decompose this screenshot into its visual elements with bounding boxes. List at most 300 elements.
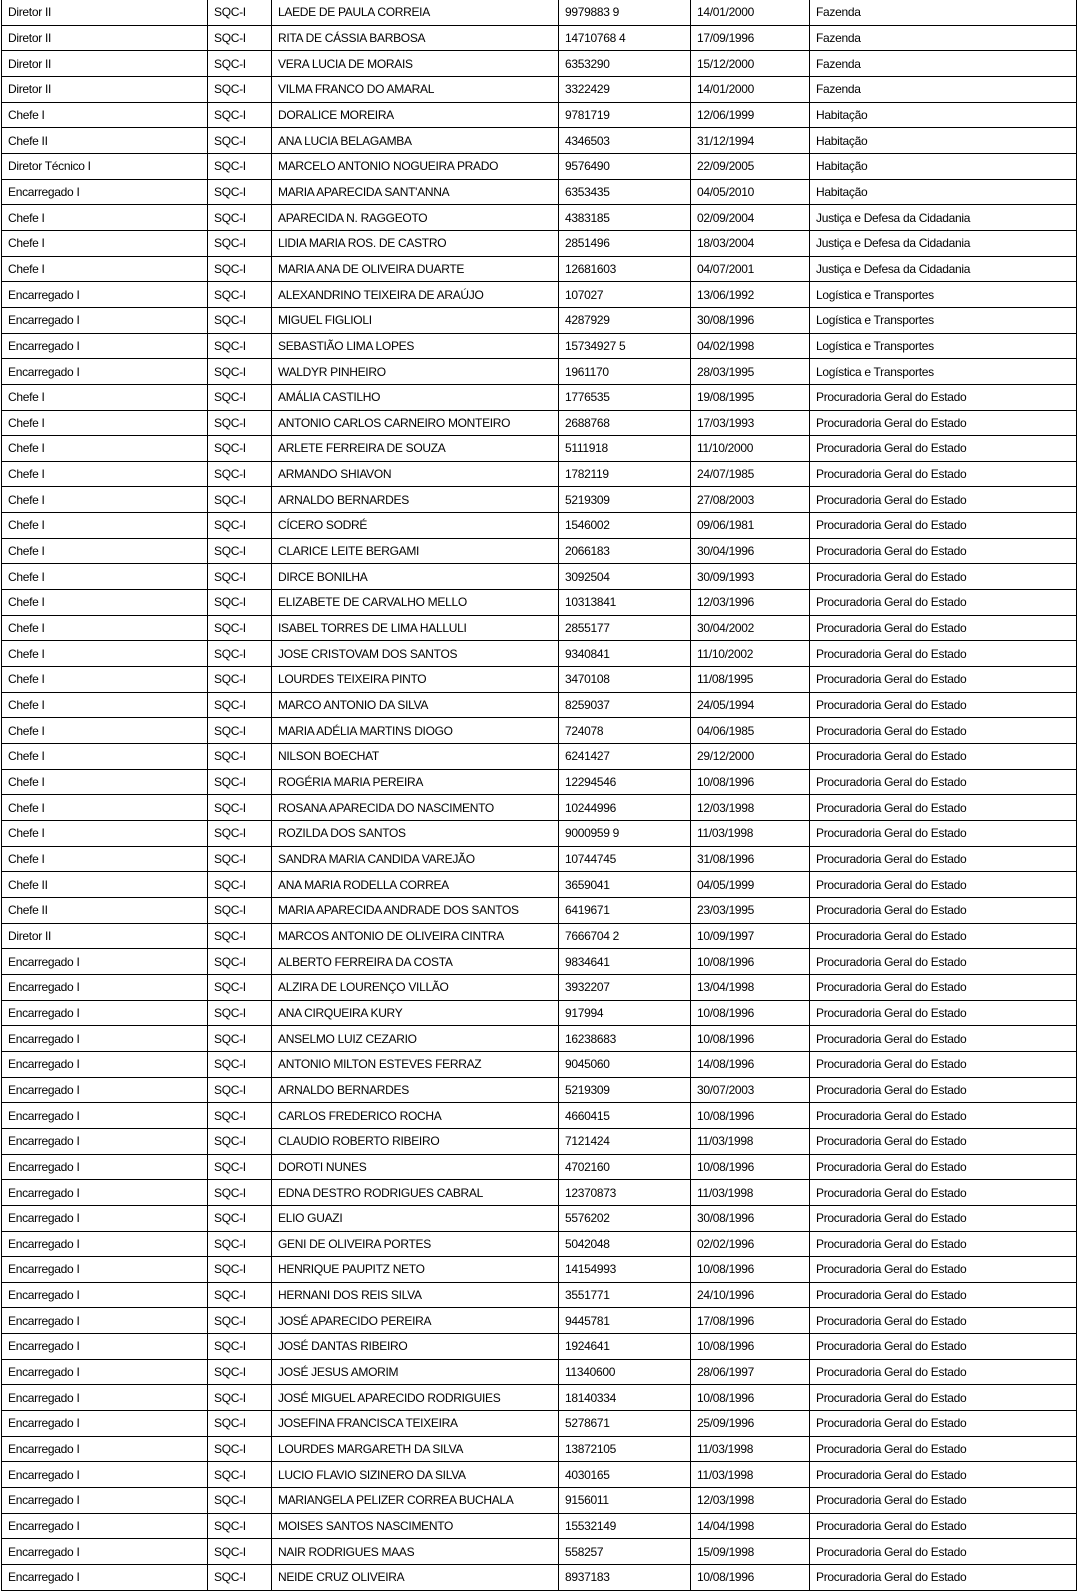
orgao-cell: Habitação <box>810 102 1077 128</box>
quadro-cell: SQC-I <box>208 641 272 667</box>
rg-cell: 5111918 <box>559 436 691 462</box>
data-cell: 11/03/1998 <box>691 1436 810 1462</box>
rg-cell: 4287929 <box>559 307 691 333</box>
orgao-cell: Logística e Transportes <box>810 282 1077 308</box>
table-row <box>2 1128 1077 1154</box>
nome-cell: MARIA ADÉLIA MARTINS DIOGO <box>272 718 559 744</box>
orgao-cell: Procuradoria Geral do Estado <box>810 590 1077 616</box>
quadro-cell: SQC-I <box>208 1359 272 1385</box>
nome-cell: HERNANI DOS REIS SILVA <box>272 1282 559 1308</box>
cargo-cell: Diretor II <box>2 51 208 77</box>
table-row <box>2 1411 1077 1437</box>
table-row <box>2 384 1077 410</box>
quadro-cell: SQC-I <box>208 307 272 333</box>
orgao-cell: Procuradoria Geral do Estado <box>810 846 1077 872</box>
rg-cell: 2688768 <box>559 410 691 436</box>
cargo-cell: Encarregado I <box>2 179 208 205</box>
orgao-cell: Procuradoria Geral do Estado <box>810 974 1077 1000</box>
nome-cell: VILMA FRANCO DO AMARAL <box>272 76 559 102</box>
cargo-cell: Chefe II <box>2 872 208 898</box>
orgao-cell: Justiça e Defesa da Cidadania <box>810 205 1077 231</box>
rg-cell: 558257 <box>559 1539 691 1565</box>
cargo-cell: Encarregado I <box>2 1231 208 1257</box>
orgao-cell: Procuradoria Geral do Estado <box>810 538 1077 564</box>
nome-cell: ROGÉRIA MARIA PEREIRA <box>272 769 559 795</box>
nome-cell: ELIZABETE DE CARVALHO MELLO <box>272 590 559 616</box>
data-cell: 30/04/2002 <box>691 615 810 641</box>
data-cell: 04/05/2010 <box>691 179 810 205</box>
rg-cell: 16238683 <box>559 1026 691 1052</box>
quadro-cell: SQC-I <box>208 51 272 77</box>
rg-cell: 8259037 <box>559 692 691 718</box>
table-row <box>2 641 1077 667</box>
nome-cell: CLAUDIO ROBERTO RIBEIRO <box>272 1128 559 1154</box>
orgao-cell: Logística e Transportes <box>810 307 1077 333</box>
table-row <box>2 1385 1077 1411</box>
nome-cell: JOSE CRISTOVAM DOS SANTOS <box>272 641 559 667</box>
quadro-cell: SQC-I <box>208 230 272 256</box>
quadro-cell: SQC-I <box>208 872 272 898</box>
cargo-cell: Chefe I <box>2 692 208 718</box>
orgao-cell: Procuradoria Geral do Estado <box>810 1128 1077 1154</box>
data-cell: 30/08/1996 <box>691 1205 810 1231</box>
rg-cell: 10244996 <box>559 795 691 821</box>
orgao-cell: Procuradoria Geral do Estado <box>810 487 1077 513</box>
quadro-cell: SQC-I <box>208 1128 272 1154</box>
data-cell: 30/07/2003 <box>691 1077 810 1103</box>
orgao-cell: Habitação <box>810 153 1077 179</box>
data-cell: 11/10/2000 <box>691 436 810 462</box>
table-row <box>2 410 1077 436</box>
quadro-cell: SQC-I <box>208 923 272 949</box>
quadro-cell: SQC-I <box>208 897 272 923</box>
orgao-cell: Procuradoria Geral do Estado <box>810 1411 1077 1437</box>
nome-cell: HENRIQUE PAUPITZ NETO <box>272 1257 559 1283</box>
rg-cell: 14154993 <box>559 1257 691 1283</box>
orgao-cell: Justiça e Defesa da Cidadania <box>810 256 1077 282</box>
orgao-cell: Procuradoria Geral do Estado <box>810 821 1077 847</box>
table-row <box>2 1488 1077 1514</box>
cargo-cell: Encarregado I <box>2 1103 208 1129</box>
quadro-cell: SQC-I <box>208 1154 272 1180</box>
rg-cell: 4660415 <box>559 1103 691 1129</box>
quadro-cell: SQC-I <box>208 1051 272 1077</box>
rg-cell: 3551771 <box>559 1282 691 1308</box>
orgao-cell: Procuradoria Geral do Estado <box>810 564 1077 590</box>
orgao-cell: Procuradoria Geral do Estado <box>810 1359 1077 1385</box>
data-cell: 17/08/1996 <box>691 1308 810 1334</box>
nome-cell: NAIR RODRIGUES MAAS <box>272 1539 559 1565</box>
quadro-cell: SQC-I <box>208 667 272 693</box>
rg-cell: 9045060 <box>559 1051 691 1077</box>
table-row <box>2 821 1077 847</box>
cargo-cell: Chefe I <box>2 769 208 795</box>
quadro-cell: SQC-I <box>208 128 272 154</box>
rg-cell: 9781719 <box>559 102 691 128</box>
data-cell: 10/08/1996 <box>691 1334 810 1360</box>
table-row <box>2 564 1077 590</box>
data-cell: 02/09/2004 <box>691 205 810 231</box>
rg-cell: 5219309 <box>559 1077 691 1103</box>
quadro-cell: SQC-I <box>208 333 272 359</box>
table-row <box>2 1462 1077 1488</box>
nome-cell: JOSÉ MIGUEL APARECIDO RODRIGUIES <box>272 1385 559 1411</box>
cargo-cell: Chefe I <box>2 615 208 641</box>
cargo-cell: Diretor II <box>2 25 208 51</box>
nome-cell: MARIA ANA DE OLIVEIRA DUARTE <box>272 256 559 282</box>
rg-cell: 6353435 <box>559 179 691 205</box>
data-cell: 10/08/1996 <box>691 769 810 795</box>
data-cell: 24/05/1994 <box>691 692 810 718</box>
nome-cell: DOROTI NUNES <box>272 1154 559 1180</box>
nome-cell: ELIO GUAZI <box>272 1205 559 1231</box>
rg-cell: 3932207 <box>559 974 691 1000</box>
quadro-cell: SQC-I <box>208 1488 272 1514</box>
cargo-cell: Chefe I <box>2 461 208 487</box>
data-cell: 31/12/1994 <box>691 128 810 154</box>
rg-cell: 6241427 <box>559 744 691 770</box>
cargo-cell: Diretor II <box>2 0 208 25</box>
nome-cell: ALZIRA DE LOURENÇO VILLÃO <box>272 974 559 1000</box>
quadro-cell: SQC-I <box>208 538 272 564</box>
nome-cell: AMÁLIA CASTILHO <box>272 384 559 410</box>
quadro-cell: SQC-I <box>208 1385 272 1411</box>
orgao-cell: Procuradoria Geral do Estado <box>810 1513 1077 1539</box>
orgao-cell: Habitação <box>810 128 1077 154</box>
nome-cell: JOSÉ JESUS AMORIM <box>272 1359 559 1385</box>
table-row <box>2 436 1077 462</box>
rg-cell: 10744745 <box>559 846 691 872</box>
quadro-cell: SQC-I <box>208 153 272 179</box>
data-cell: 10/08/1996 <box>691 1103 810 1129</box>
table-row <box>2 718 1077 744</box>
nome-cell: ANA LUCIA BELAGAMBA <box>272 128 559 154</box>
orgao-cell: Procuradoria Geral do Estado <box>810 1334 1077 1360</box>
nome-cell: MARIA APARECIDA ANDRADE DOS SANTOS <box>272 897 559 923</box>
table-row <box>2 128 1077 154</box>
orgao-cell: Habitação <box>810 179 1077 205</box>
table-row <box>2 333 1077 359</box>
data-cell: 28/06/1997 <box>691 1359 810 1385</box>
quadro-cell: SQC-I <box>208 513 272 539</box>
quadro-cell: SQC-I <box>208 1180 272 1206</box>
table-row <box>2 846 1077 872</box>
quadro-cell: SQC-I <box>208 1077 272 1103</box>
orgao-cell: Procuradoria Geral do Estado <box>810 744 1077 770</box>
data-cell: 10/08/1996 <box>691 1565 810 1591</box>
table-row <box>2 102 1077 128</box>
table-row <box>2 897 1077 923</box>
cargo-cell: Encarregado I <box>2 1359 208 1385</box>
nome-cell: NEIDE CRUZ OLIVEIRA <box>272 1565 559 1591</box>
data-cell: 10/08/1996 <box>691 1385 810 1411</box>
quadro-cell: SQC-I <box>208 25 272 51</box>
data-cell: 17/03/1993 <box>691 410 810 436</box>
orgao-cell: Procuradoria Geral do Estado <box>810 1000 1077 1026</box>
cargo-cell: Encarregado I <box>2 1180 208 1206</box>
nome-cell: MIGUEL FIGLIOLI <box>272 307 559 333</box>
nome-cell: CARLOS FREDERICO ROCHA <box>272 1103 559 1129</box>
nome-cell: LIDIA MARIA ROS. DE CASTRO <box>272 230 559 256</box>
table-row <box>2 1077 1077 1103</box>
cargo-cell: Chefe I <box>2 821 208 847</box>
rg-cell: 1776535 <box>559 384 691 410</box>
data-cell: 28/03/1995 <box>691 359 810 385</box>
rg-cell: 7666704 2 <box>559 923 691 949</box>
nome-cell: SEBASTIÃO LIMA LOPES <box>272 333 559 359</box>
table-row <box>2 256 1077 282</box>
rg-cell: 3322429 <box>559 76 691 102</box>
rg-cell: 9979883 9 <box>559 0 691 25</box>
data-cell: 14/08/1996 <box>691 1051 810 1077</box>
rg-cell: 4383185 <box>559 205 691 231</box>
quadro-cell: SQC-I <box>208 1282 272 1308</box>
table-row <box>2 1565 1077 1591</box>
rg-cell: 7121424 <box>559 1128 691 1154</box>
table-row <box>2 282 1077 308</box>
rg-cell: 5278671 <box>559 1411 691 1437</box>
table-row <box>2 949 1077 975</box>
quadro-cell: SQC-I <box>208 1411 272 1437</box>
cargo-cell: Chefe I <box>2 102 208 128</box>
data-cell: 24/10/1996 <box>691 1282 810 1308</box>
table-row <box>2 461 1077 487</box>
table-row <box>2 513 1077 539</box>
data-cell: 12/03/1996 <box>691 590 810 616</box>
nome-cell: JOSEFINA FRANCISCA TEIXEIRA <box>272 1411 559 1437</box>
cargo-cell: Chefe I <box>2 384 208 410</box>
rg-cell: 13872105 <box>559 1436 691 1462</box>
orgao-cell: Procuradoria Geral do Estado <box>810 1308 1077 1334</box>
rg-cell: 6419671 <box>559 897 691 923</box>
orgao-cell: Logística e Transportes <box>810 333 1077 359</box>
cargo-cell: Encarregado I <box>2 1565 208 1591</box>
cargo-cell: Chefe I <box>2 590 208 616</box>
nome-cell: MOISES SANTOS NASCIMENTO <box>272 1513 559 1539</box>
quadro-cell: SQC-I <box>208 1231 272 1257</box>
cargo-cell: Chefe I <box>2 564 208 590</box>
quadro-cell: SQC-I <box>208 1257 272 1283</box>
cargo-cell: Chefe I <box>2 513 208 539</box>
nome-cell: ANTONIO MILTON ESTEVES FERRAZ <box>272 1051 559 1077</box>
rg-cell: 9576490 <box>559 153 691 179</box>
rg-cell: 8937183 <box>559 1565 691 1591</box>
data-cell: 11/08/1995 <box>691 667 810 693</box>
orgao-cell: Procuradoria Geral do Estado <box>810 872 1077 898</box>
rg-cell: 3470108 <box>559 667 691 693</box>
table-row <box>2 1231 1077 1257</box>
orgao-cell: Procuradoria Geral do Estado <box>810 461 1077 487</box>
table-row <box>2 1513 1077 1539</box>
data-cell: 23/03/1995 <box>691 897 810 923</box>
quadro-cell: SQC-I <box>208 256 272 282</box>
quadro-cell: SQC-I <box>208 744 272 770</box>
rg-cell: 3659041 <box>559 872 691 898</box>
orgao-cell: Procuradoria Geral do Estado <box>810 692 1077 718</box>
quadro-cell: SQC-I <box>208 102 272 128</box>
quadro-cell: SQC-I <box>208 590 272 616</box>
orgao-cell: Procuradoria Geral do Estado <box>810 1436 1077 1462</box>
cargo-cell: Encarregado I <box>2 359 208 385</box>
nome-cell: EDNA DESTRO RODRIGUES CABRAL <box>272 1180 559 1206</box>
cargo-cell: Chefe I <box>2 256 208 282</box>
data-cell: 10/08/1996 <box>691 1000 810 1026</box>
cargo-cell: Chefe I <box>2 410 208 436</box>
rg-cell: 724078 <box>559 718 691 744</box>
orgao-cell: Logística e Transportes <box>810 359 1077 385</box>
rg-cell: 5219309 <box>559 487 691 513</box>
cargo-cell: Chefe I <box>2 487 208 513</box>
table-row <box>2 1026 1077 1052</box>
orgao-cell: Procuradoria Geral do Estado <box>810 1282 1077 1308</box>
orgao-cell: Procuradoria Geral do Estado <box>810 1026 1077 1052</box>
nome-cell: GENI DE OLIVEIRA PORTES <box>272 1231 559 1257</box>
data-cell: 11/03/1998 <box>691 1128 810 1154</box>
quadro-cell: SQC-I <box>208 1436 272 1462</box>
table-row <box>2 230 1077 256</box>
data-cell: 15/09/1998 <box>691 1539 810 1565</box>
data-cell: 30/08/1996 <box>691 307 810 333</box>
data-cell: 22/09/2005 <box>691 153 810 179</box>
nome-cell: DIRCE BONILHA <box>272 564 559 590</box>
table-row <box>2 615 1077 641</box>
cargo-cell: Encarregado I <box>2 949 208 975</box>
table-body <box>2 0 1077 1590</box>
cargo-cell: Encarregado I <box>2 1462 208 1488</box>
cargo-cell: Encarregado I <box>2 1282 208 1308</box>
table-row <box>2 974 1077 1000</box>
orgao-cell: Justiça e Defesa da Cidadania <box>810 230 1077 256</box>
cargo-cell: Chefe II <box>2 897 208 923</box>
table-row <box>2 744 1077 770</box>
table-row <box>2 1539 1077 1565</box>
rg-cell: 10313841 <box>559 590 691 616</box>
rg-cell: 15532149 <box>559 1513 691 1539</box>
orgao-cell: Procuradoria Geral do Estado <box>810 1565 1077 1591</box>
data-cell: 30/09/1993 <box>691 564 810 590</box>
table-row <box>2 1180 1077 1206</box>
data-cell: 25/09/1996 <box>691 1411 810 1437</box>
orgao-cell: Procuradoria Geral do Estado <box>810 1077 1077 1103</box>
nome-cell: RITA DE CÁSSIA BARBOSA <box>272 25 559 51</box>
table-row <box>2 1051 1077 1077</box>
nome-cell: APARECIDA N. RAGGEOTO <box>272 205 559 231</box>
orgao-cell: Procuradoria Geral do Estado <box>810 1154 1077 1180</box>
data-cell: 11/03/1998 <box>691 821 810 847</box>
rg-cell: 107027 <box>559 282 691 308</box>
table-row <box>2 1308 1077 1334</box>
cargo-cell: Encarregado I <box>2 1051 208 1077</box>
rg-cell: 9340841 <box>559 641 691 667</box>
table-row <box>2 667 1077 693</box>
data-cell: 10/08/1996 <box>691 949 810 975</box>
data-cell: 10/08/1996 <box>691 1257 810 1283</box>
table-row <box>2 872 1077 898</box>
orgao-cell: Procuradoria Geral do Estado <box>810 1257 1077 1283</box>
nome-cell: ROZILDA DOS SANTOS <box>272 821 559 847</box>
nome-cell: ARNALDO BERNARDES <box>272 487 559 513</box>
rg-cell: 9156011 <box>559 1488 691 1514</box>
data-cell: 11/03/1998 <box>691 1462 810 1488</box>
data-cell: 10/08/1996 <box>691 1154 810 1180</box>
quadro-cell: SQC-I <box>208 718 272 744</box>
orgao-cell: Fazenda <box>810 0 1077 25</box>
nome-cell: MARCOS ANTONIO DE OLIVEIRA CINTRA <box>272 923 559 949</box>
quadro-cell: SQC-I <box>208 0 272 25</box>
orgao-cell: Procuradoria Geral do Estado <box>810 615 1077 641</box>
data-cell: 10/08/1996 <box>691 1026 810 1052</box>
rg-cell: 9000959 9 <box>559 821 691 847</box>
data-cell: 14/01/2000 <box>691 76 810 102</box>
orgao-cell: Procuradoria Geral do Estado <box>810 1231 1077 1257</box>
cargo-cell: Encarregado I <box>2 1513 208 1539</box>
nome-cell: ARNALDO BERNARDES <box>272 1077 559 1103</box>
orgao-cell: Procuradoria Geral do Estado <box>810 667 1077 693</box>
quadro-cell: SQC-I <box>208 1334 272 1360</box>
table-row <box>2 923 1077 949</box>
orgao-cell: Procuradoria Geral do Estado <box>810 1488 1077 1514</box>
nome-cell: ROSANA APARECIDA DO NASCIMENTO <box>272 795 559 821</box>
rg-cell: 5576202 <box>559 1205 691 1231</box>
table-row <box>2 359 1077 385</box>
rg-cell: 1924641 <box>559 1334 691 1360</box>
rg-cell: 4030165 <box>559 1462 691 1488</box>
cargo-cell: Encarregado I <box>2 1154 208 1180</box>
data-cell: 12/03/1998 <box>691 1488 810 1514</box>
nome-cell: NILSON BOECHAT <box>272 744 559 770</box>
quadro-cell: SQC-I <box>208 410 272 436</box>
cargo-cell: Encarregado I <box>2 1077 208 1103</box>
orgao-cell: Procuradoria Geral do Estado <box>810 384 1077 410</box>
nome-cell: ANSELMO LUIZ CEZARIO <box>272 1026 559 1052</box>
data-cell: 14/04/1998 <box>691 1513 810 1539</box>
orgao-cell: Fazenda <box>810 25 1077 51</box>
orgao-cell: Procuradoria Geral do Estado <box>810 410 1077 436</box>
data-cell: 24/07/1985 <box>691 461 810 487</box>
cargo-cell: Diretor Técnico I <box>2 153 208 179</box>
data-cell: 14/01/2000 <box>691 0 810 25</box>
rg-cell: 9834641 <box>559 949 691 975</box>
data-cell: 02/02/1996 <box>691 1231 810 1257</box>
quadro-cell: SQC-I <box>208 436 272 462</box>
data-cell: 12/03/1998 <box>691 795 810 821</box>
quadro-cell: SQC-I <box>208 179 272 205</box>
table-row <box>2 153 1077 179</box>
table-row <box>2 1103 1077 1129</box>
cargo-cell: Encarregado I <box>2 974 208 1000</box>
table-row <box>2 76 1077 102</box>
data-cell: 09/06/1981 <box>691 513 810 539</box>
cargo-cell: Encarregado I <box>2 1128 208 1154</box>
orgao-cell: Fazenda <box>810 76 1077 102</box>
cargo-cell: Encarregado I <box>2 1385 208 1411</box>
quadro-cell: SQC-I <box>208 1462 272 1488</box>
data-cell: 11/10/2002 <box>691 641 810 667</box>
cargo-cell: Chefe I <box>2 718 208 744</box>
data-cell: 27/08/2003 <box>691 487 810 513</box>
quadro-cell: SQC-I <box>208 1539 272 1565</box>
data-cell: 11/03/1998 <box>691 1180 810 1206</box>
cargo-cell: Encarregado I <box>2 1257 208 1283</box>
rg-cell: 4702160 <box>559 1154 691 1180</box>
table-row <box>2 1205 1077 1231</box>
rg-cell: 6353290 <box>559 51 691 77</box>
quadro-cell: SQC-I <box>208 205 272 231</box>
quadro-cell: SQC-I <box>208 795 272 821</box>
nome-cell: ANA CIRQUEIRA KURY <box>272 1000 559 1026</box>
nome-cell: JOSÉ DANTAS RIBEIRO <box>272 1334 559 1360</box>
nome-cell: LOURDES MARGARETH DA SILVA <box>272 1436 559 1462</box>
